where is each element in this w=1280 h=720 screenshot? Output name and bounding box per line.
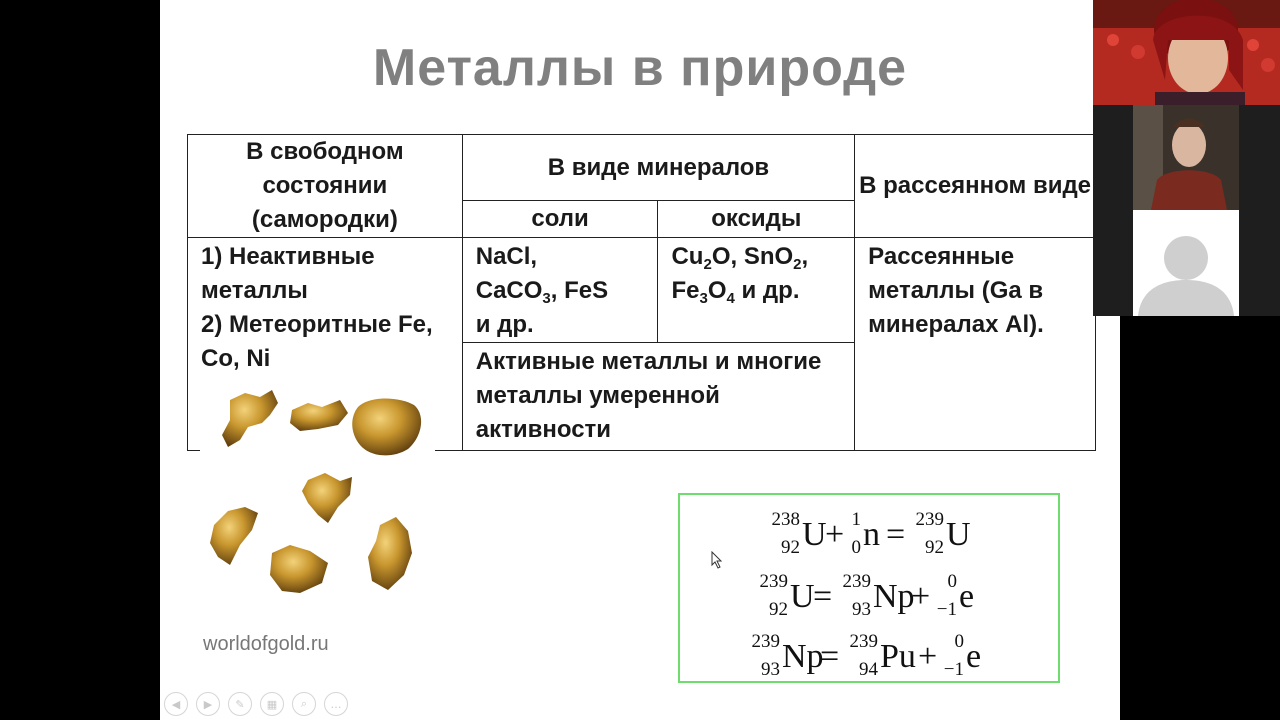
mass-number: 239 — [849, 631, 878, 652]
ox-o-sno: O, SnO — [711, 243, 794, 270]
element-symbol: e — [966, 638, 982, 675]
ox-cu-sub: 2 — [703, 256, 712, 273]
gold-nuggets-image — [200, 385, 435, 610]
salts-caco: CaCO — [475, 277, 543, 304]
oxides-line-2 — [671, 274, 846, 308]
header-minerals-text: В виде минералов — [547, 153, 770, 181]
active-metals-cell — [462, 343, 854, 451]
video-tile-participant-2[interactable] — [1133, 105, 1239, 210]
header-free-state — [188, 135, 463, 238]
equation-2-svg — [680, 563, 1058, 623]
header-scattered-text: В рассеянном виде — [859, 172, 1092, 199]
atomic-number: 94 — [859, 659, 878, 680]
equation-operator: + — [911, 578, 931, 615]
atomic-number: 92 — [769, 599, 788, 620]
element-symbol: U — [946, 516, 971, 553]
salts-line-3: и др. — [475, 311, 534, 338]
ox-fe-sub: 3 — [699, 290, 708, 307]
mass-number: 238 — [771, 509, 800, 530]
salts-line-2 — [476, 274, 650, 308]
ox-sno-sub: 2 — [793, 256, 802, 273]
salts-cell — [462, 238, 658, 343]
video-tile-participant-1[interactable] — [1093, 0, 1280, 105]
ox-etc: и др. — [734, 277, 800, 304]
video-tile-participant-3[interactable] — [1133, 210, 1239, 316]
equation-operator: = — [813, 578, 833, 615]
oxides-line-1 — [671, 240, 846, 274]
next-icon[interactable]: ▶ — [196, 692, 220, 716]
subheader-salts-text: соли — [531, 205, 589, 232]
element-symbol: U — [802, 516, 827, 553]
equation-2 — [680, 563, 1058, 623]
ox-cu: Cu — [671, 243, 704, 270]
equation-1-svg — [680, 501, 1058, 561]
ox-comma: , — [801, 243, 809, 270]
salts-caco-sub: 3 — [542, 290, 551, 307]
equation-operator: = — [820, 638, 840, 675]
subheader-oxides-text: оксиды — [711, 205, 802, 232]
salts-fes: , FeS — [550, 277, 609, 304]
free-line-2: 2) Метеоритные Fe, Co, Ni — [201, 311, 433, 372]
oxides-cell — [658, 238, 855, 343]
participant-1-avatar-icon — [1093, 0, 1280, 105]
pen-icon[interactable]: ✎ — [228, 692, 252, 716]
element-symbol: Np — [873, 578, 915, 615]
slideshow-toolbar — [164, 692, 348, 716]
salts-line-1: NaCl, — [475, 243, 538, 270]
ox-o-sub: 4 — [726, 290, 735, 307]
more-icon[interactable]: … — [324, 692, 348, 716]
slide-title: Металлы в природе — [372, 39, 908, 97]
video-participants-panel — [1093, 0, 1280, 316]
scattered-cell — [855, 238, 1096, 451]
mass-number: 239 — [759, 571, 788, 592]
mass-number: 239 — [842, 571, 871, 592]
scattered-text: Рассеянные металлы (Ga в минералах Al). — [868, 243, 1044, 338]
zoom-icon[interactable]: ⌕ — [292, 692, 316, 716]
header-minerals — [462, 135, 854, 201]
header-scattered — [855, 135, 1096, 238]
atomic-number: 93 — [761, 659, 780, 680]
participant-3-avatar-icon — [1133, 210, 1239, 316]
atomic-number: −1 — [943, 659, 964, 680]
ox-o: O — [707, 277, 727, 304]
slides-icon[interactable]: ▦ — [260, 692, 284, 716]
nuclear-reactions-box — [678, 493, 1060, 683]
free-line-1: 1) Неактивные металлы — [201, 243, 375, 304]
mass-number: 239 — [751, 631, 780, 652]
presentation-slide — [160, 0, 1120, 720]
element-symbol: U — [790, 578, 815, 615]
header-free-text: В свободном состоянии (самородки) — [246, 138, 404, 233]
atomic-number: 0 — [851, 537, 861, 558]
subheader-oxides — [658, 201, 855, 238]
element-symbol: n — [863, 516, 880, 553]
element-symbol: Pu — [880, 638, 916, 675]
atomic-number: 93 — [852, 599, 871, 620]
atomic-number: 92 — [925, 537, 944, 558]
mass-number: 239 — [915, 509, 944, 530]
element-symbol: e — [959, 578, 975, 615]
prev-icon[interactable]: ◀ — [164, 692, 188, 716]
equation-3 — [680, 623, 1058, 683]
equation-1 — [680, 501, 1058, 561]
mouse-cursor-icon — [711, 551, 723, 569]
active-metals-text: Активные металлы и многие металлы умеренной активности — [475, 348, 822, 443]
image-credit: worldofgold.ru — [203, 633, 329, 655]
element-symbol: Np — [782, 638, 824, 675]
participant-2-avatar-icon — [1133, 105, 1239, 210]
atomic-number: 92 — [781, 537, 800, 558]
equation-3-svg — [680, 623, 1058, 683]
equation-operator: + — [918, 638, 938, 675]
equation-operator: = — [886, 516, 906, 553]
equation-operator: + — [825, 516, 845, 553]
subheader-salts — [462, 201, 658, 238]
ox-fe: Fe — [671, 277, 700, 304]
mass-number: 1 — [851, 509, 861, 530]
atomic-number: −1 — [936, 599, 957, 620]
mass-number: 0 — [954, 631, 964, 652]
mass-number: 0 — [947, 571, 957, 592]
